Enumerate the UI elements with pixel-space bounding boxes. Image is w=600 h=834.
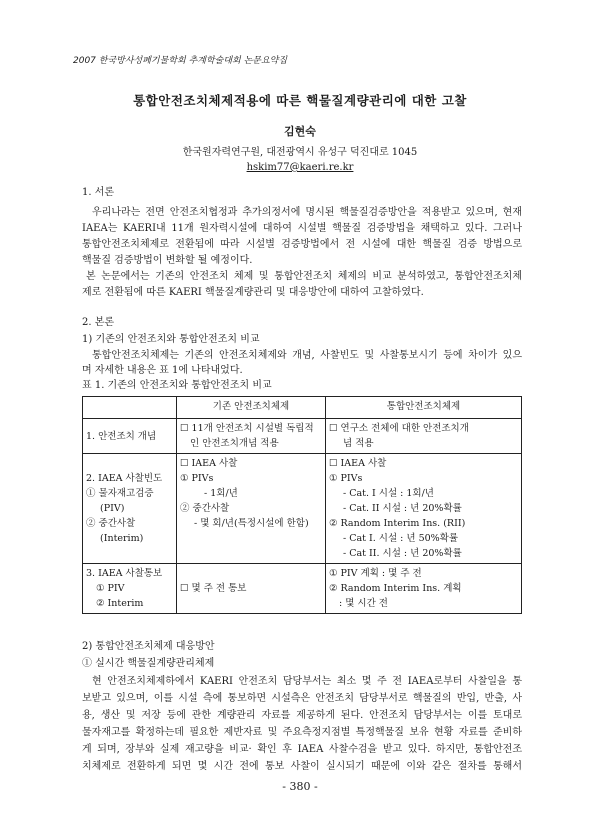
cell-text: - Cat. I 시설 : 1회/년 [343, 488, 434, 499]
paragraph-line: 보받고 있으며, 이를 시설 측에 통보하면 시설측은 안전조치 담당부서로 핵물질의 반입, 반출, 사 [82, 693, 522, 704]
table-cell [326, 564, 522, 614]
table-cell [83, 564, 177, 614]
paragraph-line: 물자재고를 확정하는데 필요한 제반자료 및 주요측정지점별 특정핵물질 보유 현황 자료를 준비하 [82, 727, 522, 738]
table-header-cell [83, 397, 177, 419]
paragraph-line: 게 되며, 장부와 실제 재고량을 비교· 확인 후 IAEA 사찰수검을 받고 있다. 하지만, 통합안전조 [82, 744, 522, 755]
author-email [0, 162, 600, 173]
cell-text: (Interim) [100, 533, 144, 544]
table-cell [177, 419, 326, 454]
page-number: - 380 - [282, 780, 318, 793]
paragraph-line: 며 자세한 내용은 표 1에 나타내었다. [82, 365, 243, 376]
cell-text: ☐ IAEA 사찰 [329, 458, 387, 469]
table-caption: 표 1. 기존의 안전조치와 통합안전조치 비교 [82, 380, 272, 391]
paragraph-line: 우리나라는 전면 안전조치협정과 추가의정서에 명시된 핵물질검증방안을 적용받고 있으며, 현재 [92, 207, 522, 218]
paragraph-line: IAEA는 KAERI내 11개 원자력시설에 대하여 시설별 핵물질 검증방법을 채택하고 있다. 그러나 [82, 223, 522, 234]
paragraph-line: 용, 생산 및 저장 등에 관한 계량관리 자료를 제공하게 된다. 안전조치 담당부서는 이를 토대로 [82, 710, 522, 721]
paragraph-line: 핵물질 검증방법이 변화할 될 예정이다. [82, 255, 253, 266]
table-row [83, 419, 522, 454]
table-cell [177, 564, 326, 614]
cell-text: ② 중간사찰 [180, 503, 230, 514]
table-header-cell: 기존 안전조치체제 [177, 397, 326, 419]
paragraph-line: 통합안전조치체제로 전환됨에 따라 시설별 검증방법에서 전 시설에 대한 핵물질 검증 방법으로 [82, 239, 522, 250]
paper-title: 통합안전조치체제적용에 따른 핵물질계량관리에 대한 고찰 [133, 93, 467, 108]
table-cell [326, 419, 522, 454]
cell-text: ☐ IAEA 사찰 [180, 458, 238, 469]
cell-text: ② Interim [96, 598, 144, 609]
cell-text: ☐ 11개 안전조치 시설별 독립적 [180, 423, 314, 434]
subsection-heading: 2) 통합안전조치체제 대응방안 [82, 641, 215, 652]
paragraph-line: 제로 전환됨에 따른 KAERI 핵물질계량관리 및 대응방안에 대하여 고찰하였다. [82, 287, 424, 298]
cell-text: : 몇 시간 전 [339, 598, 388, 609]
cell-text: - Cat II. 시설 : 년 20%확률 [343, 548, 462, 559]
cell-text: ① PIVs [329, 473, 363, 484]
running-header: 2007 한국방사성폐기물학회 추계학술대회 논문요약집 [73, 56, 288, 66]
cell-text: ② Random Interim Ins. 계획 [329, 583, 462, 594]
cell-text: - 몇 회/년(특정시설에 한함) [194, 518, 309, 529]
cell-text: 인 안전조치개념 적용 [190, 438, 279, 449]
author-affiliation: 한국원자력연구원, 대전광역시 유성구 덕진대로 1045 [182, 147, 418, 158]
cell-text: (PIV) [100, 503, 125, 514]
section-heading-introduction: 1. 서론 [82, 187, 115, 198]
cell-text: - Cat I. 시설 : 년 50%확률 [343, 533, 459, 544]
comparison-table [82, 396, 522, 614]
subsection-heading: 1) 기존의 안전조치와 통합안전조치 비교 [82, 334, 260, 345]
author-name: 김현숙 [284, 125, 316, 138]
cell-text: ② 중간사찰 [86, 518, 136, 529]
cell-text: ① 물자재고검증 [86, 488, 154, 499]
cell-text: ① PIV 계획 : 몇 주 전 [329, 568, 422, 579]
table-cell [83, 419, 177, 454]
cell-text: - Cat. II 시설 : 년 20%확률 [343, 503, 462, 514]
paragraph-line: 본 논문에서는 기존의 안전조치 체제 및 통합안전조치 체제의 비교 분석하였고, 통합안전조치체 [86, 271, 522, 282]
table-cell [177, 454, 326, 564]
cell-text: ① PIV [96, 583, 125, 594]
paragraph-line: 치체제로 전환하게 되면 몇 시간 전에 통보 사찰이 실시되기 때문에 이와 같은 절차를 통해서 [82, 761, 522, 772]
cell-text: - 1회/년 [204, 488, 238, 499]
table-header-row [83, 397, 522, 419]
cell-text: 1. 안전조치 개념 [86, 430, 157, 442]
cell-text: ☐ 연구소 전체에 대한 안전조치개 [329, 423, 469, 434]
paragraph-line: 현 안전조치체제하에서 KAERI 안전조치 담당부서는 최소 몇 주 전 IAEA로부터 사찰일을 통 [92, 676, 522, 687]
subsection-heading: ① 실시간 핵물질계량관리체제 [82, 658, 215, 669]
cell-text: 2. IAEA 사찰빈도 [86, 473, 163, 484]
table-row [83, 454, 522, 564]
table-header-cell: 통합안전조치체제 [326, 397, 522, 419]
table-row [83, 564, 522, 614]
table-cell [326, 454, 522, 564]
cell-text: ☐ 몇 주 전 통보 [180, 583, 247, 594]
email-text[interactable]: hskim77@kaeri.re.kr [246, 162, 354, 173]
cell-text: ② Random Interim Ins. (RII) [329, 518, 466, 529]
cell-text: ① PIVs [180, 473, 214, 484]
cell-text: 3. IAEA 사찰통보 [86, 568, 163, 579]
paragraph-line: 통합안전조치체제는 기존의 안전조치체제와 개념, 사찰빈도 및 사찰통보시기 등에 차이가 있으 [92, 350, 522, 361]
table-cell [83, 454, 177, 564]
section-heading-body: 2. 본론 [82, 317, 115, 328]
cell-text: 념 적용 [343, 438, 374, 449]
